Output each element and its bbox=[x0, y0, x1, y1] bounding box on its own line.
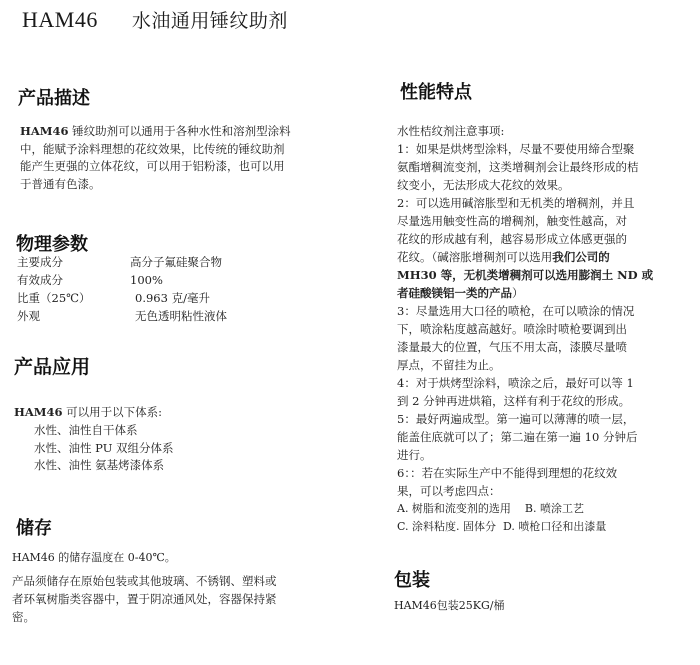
application-system: 水性、油性自干体系 bbox=[34, 422, 138, 437]
description-line: 锤纹助剂可以通用于各种水性和溶剂型涂料 bbox=[68, 124, 291, 138]
physical-label: 外观 bbox=[17, 309, 40, 323]
features-line: 下，喷涂粘度越高越好。喷涂时喷枪要调到出 bbox=[397, 322, 627, 336]
features-line: 到 2 分钟再进烘箱，这样有利于花纹的形成。 bbox=[397, 394, 631, 408]
features-line: 进行。 bbox=[397, 448, 432, 462]
product-code: HAM46 bbox=[22, 7, 98, 32]
description-line: 中，能赋予涂料理想的花纹效果，比传统的锤纹助剂 bbox=[20, 141, 285, 156]
features-line: 能盖住底就可以了；第二遍在第一遍 10 分钟后 bbox=[397, 430, 638, 444]
document-title bbox=[22, 6, 288, 33]
storage-line: 密。 bbox=[12, 609, 35, 624]
physical-label: 有效成分 bbox=[17, 273, 63, 287]
features-highlight: 者硅酸镁铝一类的产品 bbox=[397, 286, 512, 300]
features-line: 漆量最大的位置，气压不用太高，漆膜尽量喷 bbox=[397, 340, 627, 354]
features-line: 尽量选用触变性高的增稠剂，触变性越高，对 bbox=[397, 214, 627, 228]
description-body bbox=[20, 123, 360, 193]
physical-value: 高分子氟硅聚合物 bbox=[130, 255, 222, 269]
physical-row bbox=[17, 307, 347, 325]
features-line: 果，可以考虑四点： bbox=[397, 484, 501, 498]
physical-table bbox=[17, 253, 347, 325]
features-line: 1：如果是烘烤型涂料，尽量不要使用缔合型聚 bbox=[397, 142, 635, 156]
application-system: 水性、油性 PU 双组分体系 bbox=[34, 440, 174, 455]
physical-value: 0.963 克/毫升 bbox=[135, 291, 210, 305]
description-product: HAM46 bbox=[20, 124, 69, 138]
features-intro: 水性桔纹剂注意事项: bbox=[397, 124, 505, 138]
packaging-heading: 包装 bbox=[394, 570, 430, 591]
description-heading: 产品描述 bbox=[18, 88, 90, 109]
physical-value: 无色透明粘性液体 bbox=[135, 309, 227, 323]
physical-value: 100% bbox=[130, 273, 163, 287]
storage-line: 者环氧树脂类容器中，置于阴凉通风处，容器保持紧 bbox=[12, 591, 277, 606]
application-product: HAM46 bbox=[14, 405, 63, 419]
features-line: 3：尽量选用大口径的喷枪，在可以喷涂的情况 bbox=[397, 304, 635, 318]
product-name: 水油通用锤纹助剂 bbox=[131, 10, 288, 32]
physical-row bbox=[17, 289, 347, 307]
application-heading: 产品应用 bbox=[14, 356, 91, 378]
packaging-text: HAM46包装25KG/桶 bbox=[394, 599, 505, 612]
features-option: A. 树脂和流变剂的选用 B. 喷涂工艺 bbox=[397, 502, 584, 515]
features-highlight: MH30 等，无机类增稠剂可以选用膨润土 ND 或 bbox=[397, 268, 654, 282]
features-line: 厚点，不留挂为止。 bbox=[397, 358, 501, 372]
features-body bbox=[397, 122, 697, 536]
description-line: 能产生更强的立体花纹，可以用于铝粉漆，也可以用 bbox=[20, 159, 285, 173]
description-line: 于普通有色漆。 bbox=[20, 176, 101, 191]
features-line: ） bbox=[512, 286, 524, 300]
features-line: 氨酯增稠流变剂，这类增稠剂会让最终形成的桔 bbox=[397, 160, 639, 174]
features-line: 6：：若在实际生产中不能得到理想的花纹效 bbox=[397, 466, 618, 480]
physical-label: 主要成分 bbox=[17, 255, 63, 269]
features-line: 花纹。（碱溶胀增稠剂可以选用 bbox=[397, 250, 553, 264]
application-body bbox=[14, 404, 344, 475]
features-heading: 性能特点 bbox=[400, 82, 472, 103]
physical-row bbox=[17, 253, 347, 271]
features-line: 4：对于烘烤型涂料，喷涂之后，最好可以等 1 bbox=[397, 376, 634, 390]
features-line: 5：最好两遍成型。第一遍可以薄薄的喷一层， bbox=[397, 412, 635, 426]
application-intro: 可以用于以下体系: bbox=[62, 405, 163, 419]
storage-body bbox=[12, 573, 352, 626]
application-system: 水性、油性 氨基烤漆体系 bbox=[34, 458, 165, 473]
features-highlight: 我们公司的 bbox=[552, 250, 610, 264]
physical-heading: 物理参数 bbox=[16, 234, 88, 255]
storage-line: 产品须储存在原始包装或其他玻璃、不锈钢、塑料或 bbox=[12, 574, 277, 588]
features-line: 花纹的形成越有利，越容易形成立体感更强的 bbox=[397, 232, 627, 246]
physical-label: 比重（25℃） bbox=[17, 291, 91, 305]
features-line: 纹变小，无法形成大花纹的效果。 bbox=[397, 178, 570, 192]
storage-temp: HAM46 的储存温度在 0-40℃。 bbox=[12, 551, 176, 564]
features-option: C. 涂料粘度. 固体分 D. 喷枪口径和出漆量 bbox=[397, 520, 607, 533]
storage-heading: 储存 bbox=[16, 518, 52, 539]
physical-row bbox=[17, 271, 347, 289]
features-line: 2：可以选用碱溶胀型和无机类的增稠剂，并且 bbox=[397, 196, 635, 210]
